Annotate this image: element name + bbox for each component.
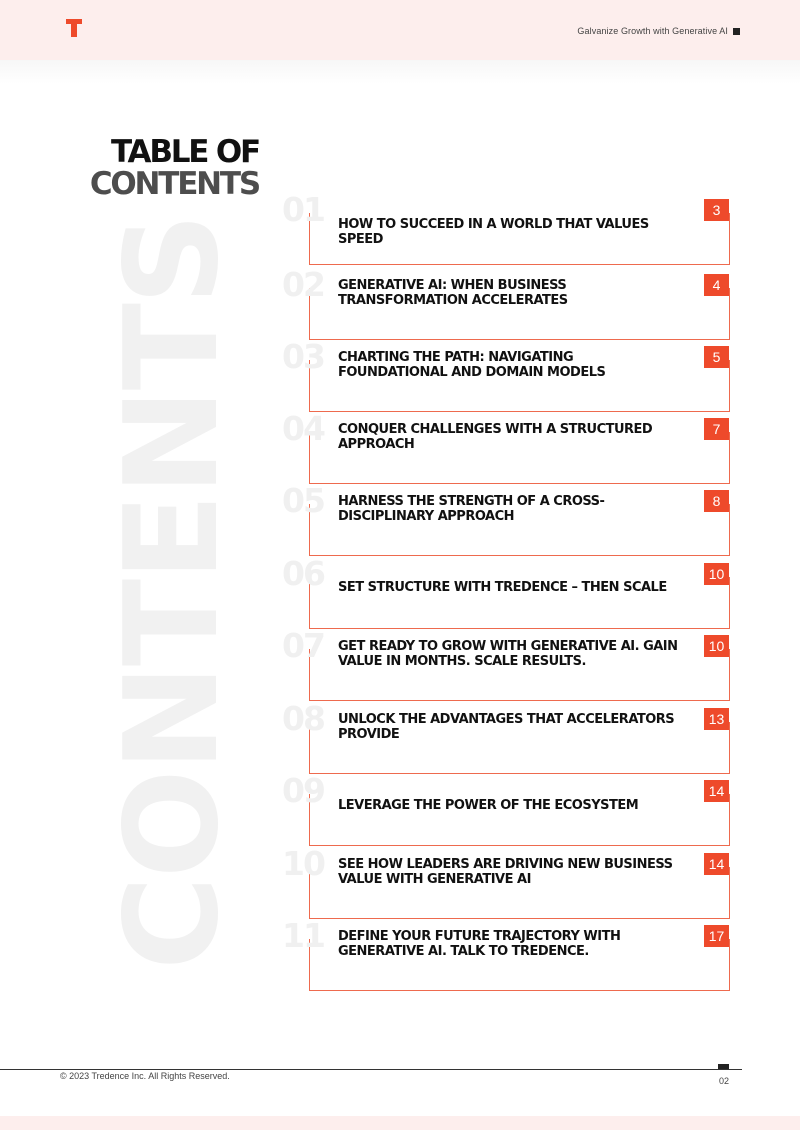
entry-page-badge[interactable]: 7 [704,418,729,440]
page-title-line1: TABLE OF [110,134,259,170]
entry-title[interactable]: SET STRUCTURE WITH TREDENCE – THEN SCALE [338,580,667,595]
entry-title[interactable]: GET READY TO GROW WITH GENERATIVE AI. GAIN VALUE IN MONTHS. SCALE RESULTS. [338,639,678,669]
toc-entry[interactable] [282,699,730,774]
toc-entry[interactable] [282,554,730,629]
entry-number: 04 [282,409,324,448]
entry-title[interactable]: CONQUER CHALLENGES WITH A STRUCTURED APPROACH [338,422,653,452]
entry-number: 05 [282,481,324,520]
entry-number: 03 [282,337,324,376]
header-tagline: Galvanize Growth with Generative AI [577,26,728,36]
entry-page-badge[interactable]: 14 [704,853,729,875]
entry-title[interactable]: DEFINE YOUR FUTURE TRAJECTORY WITH GENERATIVE AI. TALK TO TREDENCE. [338,929,621,959]
toc-entry[interactable] [282,481,730,556]
footer-mark [718,1064,729,1069]
entry-page-badge[interactable]: 14 [704,780,729,802]
entry-title[interactable]: GENERATIVE AI: WHEN BUSINESS TRANSFORMATION ACCELERATES [338,278,568,308]
entry-number: 06 [282,554,324,593]
toc-entry[interactable] [282,409,730,484]
toc-entry[interactable] [282,771,730,846]
toc-entry[interactable] [282,337,730,412]
toc-entry[interactable] [282,265,730,340]
footer-page-number: 02 [719,1076,730,1086]
footer-rule [0,1069,742,1070]
toc-entry[interactable] [282,844,730,919]
bottom-band [0,1116,800,1130]
entry-number: 09 [282,771,324,810]
logo-stem [71,19,77,37]
entry-number: 10 [282,844,324,883]
entry-page-badge[interactable]: 17 [704,925,729,947]
entry-title[interactable]: CHARTING THE PATH: NAVIGATING FOUNDATIONAL AND DOMAIN MODELS [338,350,606,380]
entry-number: 08 [282,699,324,738]
entry-page-badge[interactable]: 10 [704,563,729,585]
toc-entry[interactable] [282,190,730,265]
footer-copyright: © 2023 Tredence Inc. All Rights Reserved. [60,1071,230,1081]
entry-title[interactable]: HARNESS THE STRENGTH OF A CROSS-DISCIPLINARY APPROACH [338,494,605,524]
entry-page-badge[interactable]: 10 [704,635,729,657]
entry-title[interactable]: HOW TO SUCCEED IN A WORLD THAT VALUES SPEED [338,217,649,247]
entry-title[interactable]: SEE HOW LEADERS ARE DRIVING NEW BUSINESS VALUE WITH GENERATIVE AI [338,857,673,887]
entry-title[interactable]: UNLOCK THE ADVANTAGES THAT ACCELERATORS PROVIDE [338,712,675,742]
entry-number: 11 [282,916,324,955]
entry-page-badge[interactable]: 3 [704,199,729,221]
page-title-line2: CONTENTS [89,166,259,202]
entry-page-badge[interactable]: 13 [704,708,729,730]
contents-watermark: CONTENTS [98,214,247,970]
tredence-logo [66,19,82,37]
entry-number: 02 [282,265,324,304]
entry-title[interactable]: LEVERAGE THE POWER OF THE ECOSYSTEM [338,798,639,813]
entry-page-badge[interactable]: 4 [704,274,729,296]
entry-page-badge[interactable]: 8 [704,490,729,512]
entry-number: 01 [282,190,324,229]
faint-strip [0,60,800,84]
toc-entry[interactable] [282,626,730,701]
page-title [90,136,259,200]
entry-page-badge[interactable]: 5 [704,346,729,368]
toc-entry[interactable] [282,916,730,991]
header-square-icon [733,28,740,35]
entry-number: 07 [282,626,324,665]
